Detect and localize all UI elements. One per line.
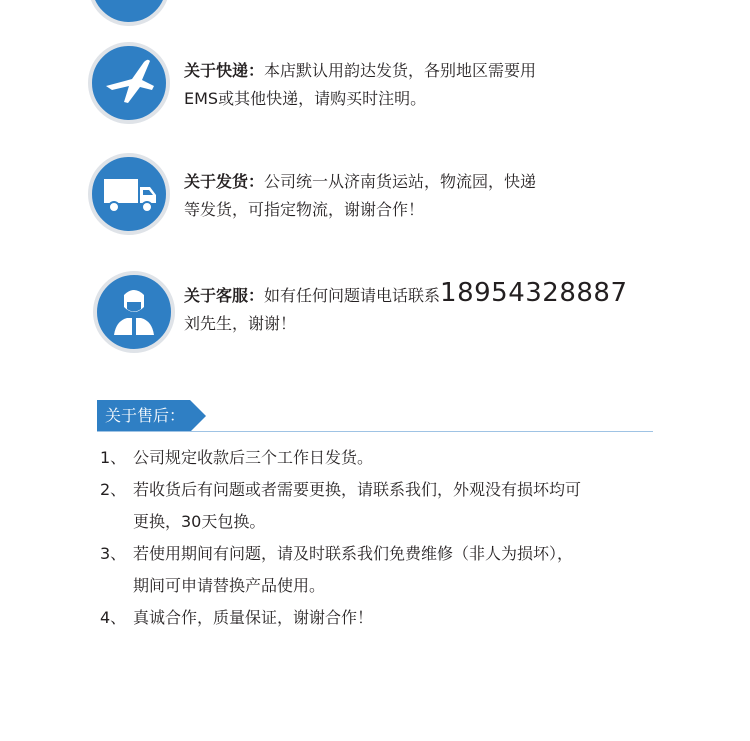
truck-icon: [88, 153, 170, 235]
info-customer-service: [184, 279, 654, 338]
customer-service-icon: [93, 271, 175, 353]
info-title: 关于发货：: [184, 172, 265, 191]
info-text: 本店默认用韵达发货，各别地区需要用: [264, 61, 537, 80]
list-item: [100, 442, 660, 474]
info-text-line2: 刘先生，谢谢！: [184, 314, 297, 333]
item-line: 真诚合作，质量保证，谢谢合作！: [133, 608, 374, 627]
info-express: [184, 57, 654, 113]
info-text-line2: EMS或其他快递，请购买时注明。: [184, 89, 427, 108]
item-line: 若使用期间有问题，请及时联系我们免费维修（非人为损坏），: [133, 544, 574, 563]
list-item: [100, 474, 660, 538]
info-text: 公司统一从济南货运站，物流园，快递: [264, 172, 537, 191]
item-number: 4、: [100, 608, 127, 627]
tag-arrow: [190, 400, 206, 432]
info-shipping: [184, 168, 654, 224]
info-title: 关于客服：: [184, 286, 265, 305]
item-line: 公司规定收款后三个工作日发货。: [133, 448, 374, 467]
after-sales-tag: [97, 400, 207, 432]
after-sales-label: 关于售后：: [105, 406, 186, 425]
item-number: 2、: [100, 480, 127, 499]
info-title: 关于快递：: [184, 61, 265, 80]
item-line: 期间可申请替换产品使用。: [133, 576, 326, 595]
phone-number: 18954328887: [440, 278, 628, 308]
after-sales-list: [100, 442, 660, 634]
list-item: [100, 538, 660, 602]
list-item: [100, 602, 660, 634]
item-line: 若收货后有问题或者需要更换，请联系我们，外观没有损坏均可: [133, 480, 582, 499]
divider-line: [97, 431, 653, 432]
item-line: 更换，30天包换。: [133, 512, 266, 531]
item-number: 1、: [100, 448, 127, 467]
info-text-line2: 等发货，可指定物流，谢谢合作！: [184, 200, 425, 219]
item-number: 3、: [100, 544, 127, 563]
partial-icon-circle: [88, 0, 170, 26]
airplane-icon: [88, 42, 170, 124]
info-text: 如有任何问题请电话联系: [264, 286, 441, 305]
